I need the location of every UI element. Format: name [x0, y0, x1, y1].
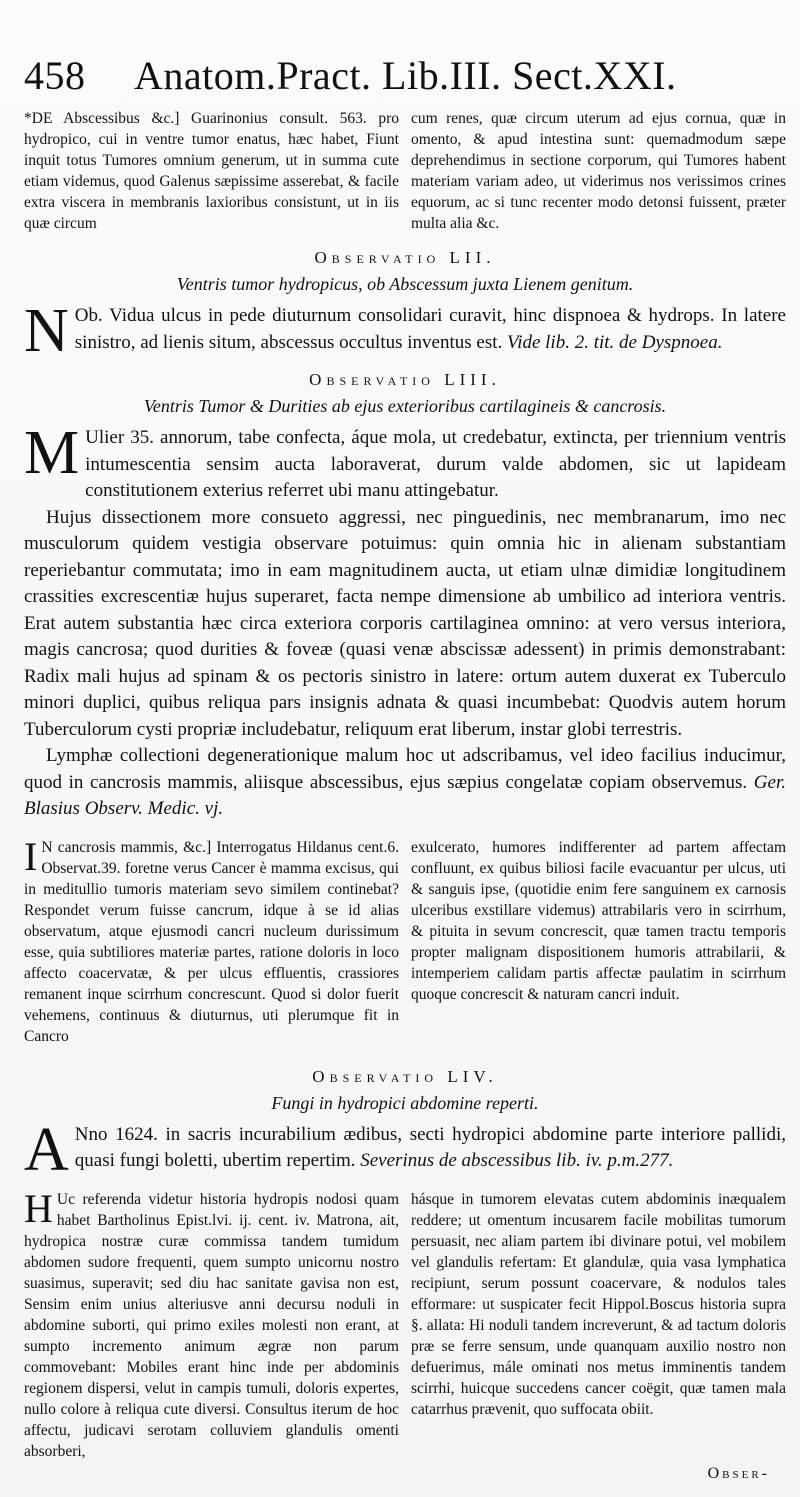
observation-53-paragraph-2: Hujus dissectionem more consueto aggressi, nec pinguedinis, nec membranarum, imo nec musculorum quidem vestigia observare potuimus: quin omnia hic in alienam substantiam reperiebantur commutata; imo in eam magnitudinem aucta, ut etiam ulnæ dimidiæ longitudinem crassities excrescentiæ hujus superaret, facta nempe dimensione ab umbilico ad interiora ventris. Erat autem substantia hæc circa exteriora corporis cartilaginea omnino: at vero versus interiora, magis cancrosa; quod durities & foveæ (quasi venæ abscissæ adessent) in primis demonstrabant: Radix mali hujus ad spinam & os pectoris sinistro in latere: ortum autem duxerat ex Tuberculo minori duplici, quibus reliqua pars insignis adnata & quasi incumbebat: Quodvis autem horum Tuberculorum cysti propriæ includebatur, reliquum erat liberum, instar globi terrestris. — [24, 506, 786, 740]
observation-54-body — [24, 1115, 786, 1184]
observation-53-paragraph-3 — [24, 743, 786, 823]
commentary-block-3 — [24, 1185, 786, 1462]
observation-53-title: Observatio LIII. — [309, 370, 501, 389]
observation-52-subtitle: Ventris tumor hydropicus, ob Abscessum juxta Lienem genitum. — [176, 274, 634, 294]
observation-54-reference: Severinus de abscessibus lib. iv. p.m.277. — [360, 1150, 674, 1171]
drop-cap: M — [24, 419, 80, 487]
running-head: Anatom.Pract. Lib.III. Sect.XXI. — [134, 53, 677, 98]
observation-53-text-3: Lymphæ collectioni degenerationique malum hoc ut adscribamus, vel ideo facilius inducimur, quod in cancrosis mammis, aliisque abscessibus, ejus sæpius congelatæ copiam observemus. — [24, 745, 786, 793]
drop-cap: I — [24, 833, 38, 879]
drop-cap: H — [24, 1185, 53, 1231]
commentary-left-text: N cancrosis mammis, &c.] Interrogatus Hildanus cent.6. Observat.39. foretne verus Cancer è mamma excisus, qui in meditullio tumoris materiam sevo similem continebat? Respondet verum fuisse cancrum, idque à se id alias observatum, atque ejusmodi cancri nucleum durissimum esse, quia subtiliores materiæ partes, ratione doloris in loco affecto coacervatæ, & per ulcus effluentis, crassiores remanent inque scirrhum concrescunt. Quod si dolor fuerit vehemens, continuus & diuturnus, uti plerumque fit in Cancro — [24, 838, 399, 1045]
page-header — [24, 52, 786, 106]
observation-53-text-1: Ulier 35. annorum, tabe confecta, áque mola, ut credebatur, extincta, per triennium ventris intumescentia sensim aucta laboraverat, durum valde abdomen, sic ut lapideam constitutionem exterius referret ubi manu attingebatur. — [85, 427, 786, 501]
observation-53-subtitle: Ventris Tumor & Durities ab ejus exterioribus cartilagineis & cancrosis. — [143, 396, 667, 416]
observation-54-subtitle: Fungi in hydropici abdomine reperti. — [271, 1092, 539, 1113]
commentary-right: cum renes, quæ circum uterum ad ejus cornua, quæ in omento, & apud intestina sunt: quemadmodum sæpe deprehendimus in sectione corporum, qui Tumores habent materiam variam adeo, ut viderimus nos verissimos crines equorum, ac si tunc recenter modo detonsi fuissent, præter multa alia &c. — [411, 110, 786, 232]
observation-54-text: Nno 1624. in sacris incurabilium ædibus, secti hydropici abdomine parte interiore pallidi, quasi fungi boletti, ubertim repertim. — [74, 1123, 786, 1171]
commentary-left — [24, 1185, 399, 1462]
observation-53-reference: Ger. Blasius Observ. Medic. vj. — [24, 771, 786, 819]
observation-52-body — [24, 297, 786, 365]
commentary-block-2 — [24, 833, 786, 1047]
page-number: 458 — [24, 53, 86, 98]
observation-53-paragraph-1 — [24, 419, 786, 505]
catchword: Obser- — [707, 1465, 770, 1482]
commentary-left: *DE Abscessibus &c.] Guarinonius consult. 563. pro hydropico, cui in ventre tumor enatus, hæc habet, Fiunt inquit totus Tumores omnium generum, ut in summa cute etiam videmus, quod Galenus sæpissime asserebat, & facile extra viscera in membranis laxioribus consistunt, ut in iis quæ circum — [24, 110, 399, 232]
commentary-right: hásque in tumorem elevatas cutem abdominis inæqualem reddere; ut omentum incusarem facile mobilitas tumorum persuasit, nec aliam partem ibi divinare potui, vel mobilem vel glandulis refertam: Et glandulæ, quia vasa lymphatica recipiunt, serum possunt coacervare, & nodulos tales efformare: ut suspicater fecit Hippol.Boscus historia supra §. allata: Hi noduli tandem increverunt, & ad tactum doloris præ se ferre sensum, unde quanquam auxilio nostro non defuerimus, mále ominati nos metus imminentis tandem scirrhi, huicque succedens cancer coëgit, quæ tamen mala catarrhus prævenit, quo suffocata obiit. — [411, 1190, 786, 1418]
commentary-right: exulcerato, humores indifferenter ad partem affectam confluunt, ex quibus biliosi facile evacuantur per ulcus, uti & sanguis ipse, (quotidie enim fere sanguinem ex carnosis ulceribus exstillare videmus) attrabilaris vero in scirrhum, & pituita in sevum concrescit, quæ tamen tractu temporis propter malignam dispositionem humoris attrabilarii, & intemperiem calidam partis affectæ paulatim in scirrhum quoque concrescit & naturam cancri induit. — [411, 838, 786, 1003]
observation-52-text: Ob. Vidua ulcus in pede diuturnum consolidari curavit, hinc dispnoea & hydrops. In latere sinistro, ad lienis situm, abscessus occultus inventus est. — [74, 305, 786, 353]
commentary-block-1 — [24, 108, 786, 234]
drop-cap: N — [24, 297, 69, 365]
commentary-left — [24, 833, 399, 1047]
observation-52-title: Observatio LII. — [314, 248, 496, 267]
commentary-left-text: Uc referenda videtur historia hydropis nodosi quam habet Bartholinus Epist.lvi. ij. cent. iv. Matrona, ait, hydropica nostræ curæ commissa tandem tumidum abdomen sudore frequenti, quem sumpto unicornu nostro suasimus, superavit; sed diu hac sanitate gavisa non est, Sensim enim unius alteriusve anni decursu noduli in abdomine suborti, qui primo exiles molesti non erant, at sumpto incremento animum ægræ non parum commovebant: Mobiles erant hinc inde per abdominis regionem dispersi, velut in campis tumuli, doloris expertes, nullo colore à reliqua cute diversi. Consultus iterum de hoc affectu, judicavi serotam colluviem glandulis omenti absorberi, — [24, 1190, 399, 1460]
observation-54-title: Observatio LIV. — [312, 1066, 498, 1086]
observation-52-reference: Vide lib. 2. tit. de Dyspnoea. — [507, 331, 723, 353]
drop-cap: A — [24, 1115, 69, 1184]
